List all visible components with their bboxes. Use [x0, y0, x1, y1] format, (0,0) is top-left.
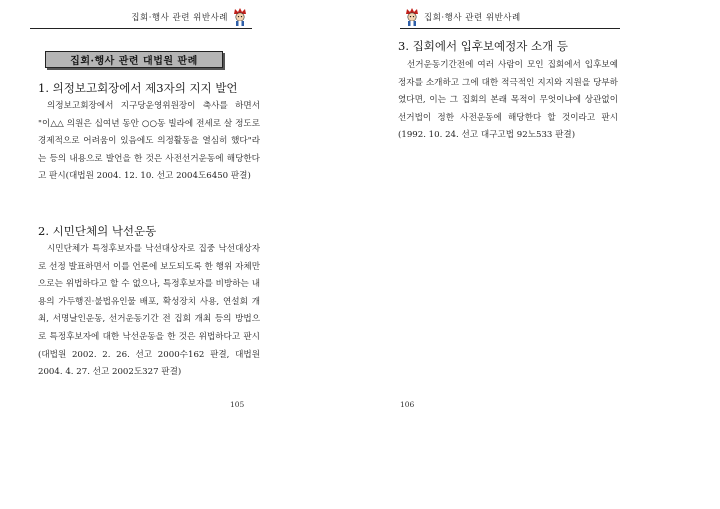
mascot-icon — [231, 7, 249, 27]
page-number-right: 106 — [400, 400, 415, 409]
page-number-left: 105 — [230, 400, 245, 409]
section-2-heading: 2. 시민단체의 낙선운동 — [38, 224, 157, 238]
document-title-banner: 집회·행사 관련 대법원 판례 — [45, 51, 223, 68]
mascot-icon — [403, 7, 421, 27]
section-1-paragraph: 의정보고회장에서 지구당운영위원장이 축사를 하면서 "이△△ 의원은 십여년 동안 ○○동 빌라에 전세로 살 정도로 경제적으로 어려움이 있음에도 의정활동을 열심히 했다"라는 등의 내용으로 발언을 한 것은 사전선거운동에 해당한다고 판시(대법원 2004. 12. 10. 선고 2004도6450 판결) — [38, 101, 260, 182]
section-2-body — [38, 241, 260, 382]
section-3-body — [398, 57, 618, 145]
running-header-right — [400, 6, 620, 29]
running-header-left — [30, 6, 252, 29]
running-header-text: 집회·행사 관련 위반사례 — [424, 13, 521, 23]
right-page — [360, 0, 720, 509]
section-1-body — [38, 98, 260, 186]
section-3-heading: 3. 집회에서 입후보예정자 소개 등 — [398, 39, 569, 53]
section-3-paragraph: 선거운동기간전에 여러 사람이 모인 집회에서 입후보예정자를 소개하고 그에 대한 적극적인 지지와 지원을 당부하였다면, 이는 그 집회의 본래 목적이 무엇이냐에 상관없이 선거법이 정한 사전운동에 해당한다 할 것이라고 판시(1992. 10. 24. 선고 대구고법 92노533 판결) — [398, 60, 618, 141]
running-header-text: 집회·행사 관련 위반사례 — [131, 13, 228, 23]
section-2-paragraph: 시민단체가 특정후보자를 낙선대상자로 집중 낙선대상자로 선정 발표하면서 이를 언론에 보도되도록 한 행위 자체만으로는 위법하다고 할 수 없으나, 특정후보자를 비방하는 내용의 가두행진·불법유인물 배포, 확성장치 사용, 연설회 개최, 서명날인운동, 선거운동기간 전 집회 개최 등의 방법으로 특정후보자에 대한 낙선운동을 한 것은 위법하다고 판시(대법원 2002. 2. 26. 선고 2000수162 판결, 대법원 2004. 4. 27. 선고 2002도327 판결) — [38, 244, 260, 378]
section-1-heading: 1. 의정보고회장에서 제3자의 지지 발언 — [38, 81, 238, 95]
